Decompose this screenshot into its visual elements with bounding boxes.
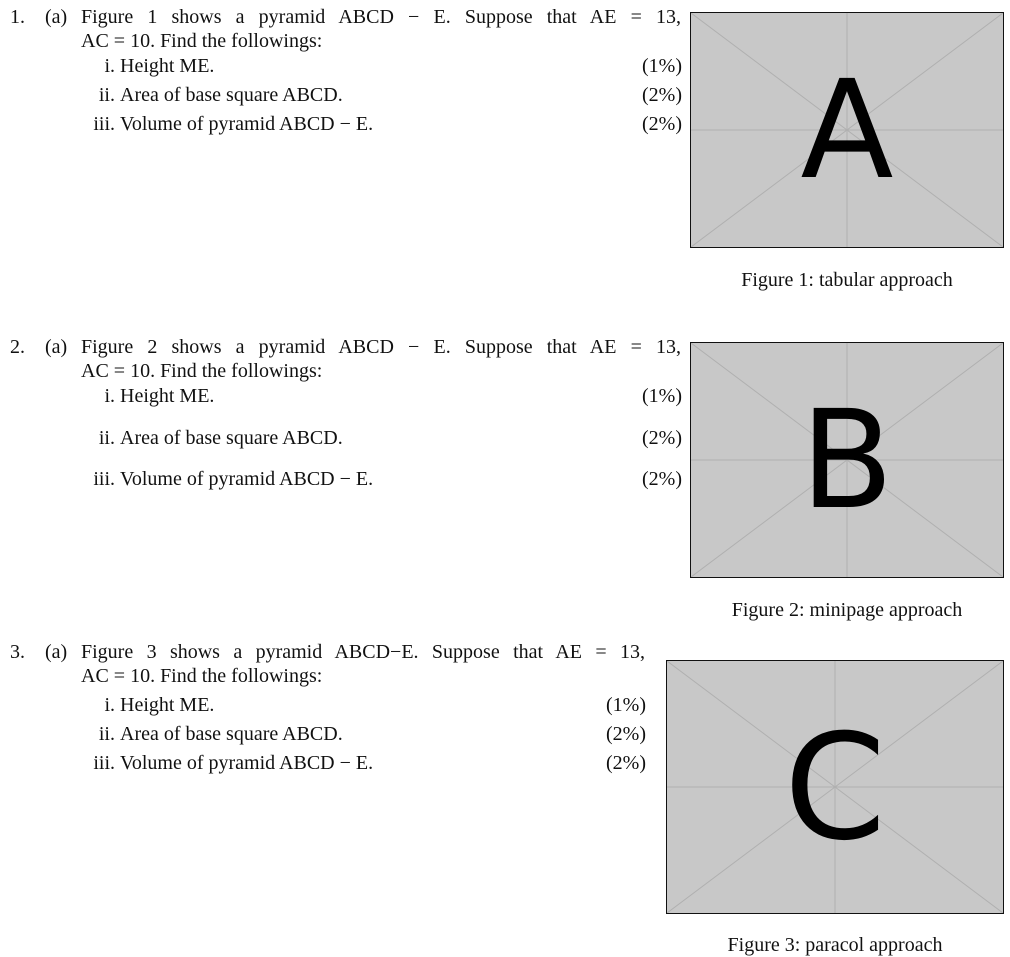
part-label: (a) bbox=[45, 641, 68, 663]
part-label: (a) bbox=[45, 6, 68, 28]
item-label: i. bbox=[104, 55, 115, 77]
item-label: i. bbox=[104, 385, 115, 407]
figure-placeholder-image bbox=[690, 12, 1004, 248]
question-text-line-1: Figure 1 shows a pyramid ABCD − E. Suppose that AE = 13, bbox=[81, 6, 681, 28]
figure-caption: Figure 3: paracol approach bbox=[727, 934, 943, 956]
figure-letter: B bbox=[800, 382, 894, 540]
figure-caption: Figure 2: minipage approach bbox=[731, 599, 963, 621]
item-text: Area of base square ABCD. bbox=[120, 84, 343, 106]
item-label: iii. bbox=[93, 113, 115, 135]
question-text-line-1: Figure 2 shows a pyramid ABCD − E. Suppose that AE = 13, bbox=[81, 336, 681, 358]
item-label: iii. bbox=[93, 752, 115, 774]
item-marks: (2%) bbox=[642, 468, 682, 490]
question-number: 2. bbox=[10, 336, 25, 358]
item-text: Volume of pyramid ABCD − E. bbox=[120, 113, 374, 135]
question-text-line-2: AC = 10. Find the followings: bbox=[81, 30, 323, 52]
question-number: 1. bbox=[10, 6, 25, 28]
item-marks: (2%) bbox=[642, 113, 682, 135]
figure-letter: C bbox=[784, 703, 886, 873]
item-marks: (1%) bbox=[642, 55, 682, 77]
item-marks: (2%) bbox=[606, 752, 646, 774]
question-number: 3. bbox=[10, 641, 25, 663]
item-text: Height ME. bbox=[120, 55, 215, 77]
item-label: iii. bbox=[93, 468, 115, 490]
item-label: ii. bbox=[98, 84, 115, 106]
item-marks: (2%) bbox=[642, 427, 682, 449]
item-marks: (2%) bbox=[642, 84, 682, 106]
item-label: i. bbox=[104, 694, 115, 716]
question-text-line-2: AC = 10. Find the followings: bbox=[81, 360, 323, 382]
figure-letter: A bbox=[800, 52, 894, 210]
part-label: (a) bbox=[45, 336, 68, 358]
item-text: Volume of pyramid ABCD − E. bbox=[120, 468, 374, 490]
figure-caption: Figure 1: tabular approach bbox=[741, 269, 953, 291]
figure-placeholder-image bbox=[690, 342, 1004, 578]
item-marks: (1%) bbox=[642, 385, 682, 407]
figure-placeholder-image bbox=[666, 660, 1004, 914]
item-label: ii. bbox=[98, 723, 115, 745]
item-text: Area of base square ABCD. bbox=[120, 427, 343, 449]
item-marks: (1%) bbox=[606, 694, 646, 716]
item-text: Height ME. bbox=[120, 694, 215, 716]
item-marks: (2%) bbox=[606, 723, 646, 745]
question-text-line-1: Figure 3 shows a pyramid ABCD−E. Suppose that AE = 13, bbox=[81, 641, 645, 663]
item-text: Height ME. bbox=[120, 385, 215, 407]
item-text: Area of base square ABCD. bbox=[120, 723, 343, 745]
item-text: Volume of pyramid ABCD − E. bbox=[120, 752, 374, 774]
item-label: ii. bbox=[98, 427, 115, 449]
question-text-line-2: AC = 10. Find the followings: bbox=[81, 665, 323, 687]
